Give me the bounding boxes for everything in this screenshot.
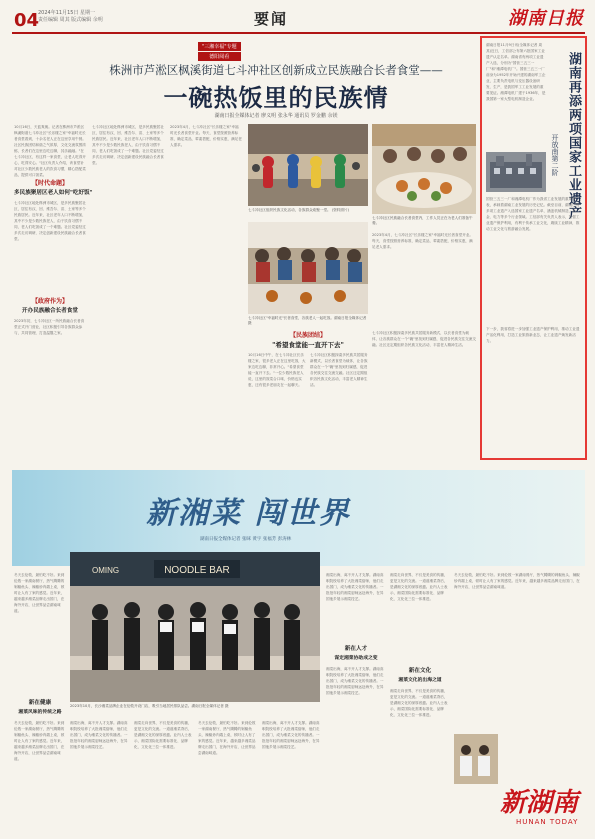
lead-body-col2: 七斗冲社区地处株洲市城区，是多民族聚居社区，居住有汉、回、维吾尔、苗、土家等多个民族居民。近年来，社区老年人口不断增加，其中不少是少数民族老人，由于饮食习惯不同，老人们吃饭成了一个难题。社区党委经过多次走访调研，决定创新建设民族融合长者食堂。 bbox=[92, 125, 164, 165]
section-title: 要闻 bbox=[254, 10, 289, 28]
col1-title: 新在健康 bbox=[28, 700, 52, 706]
photo-meal bbox=[248, 222, 368, 314]
band-body-c2: 湘菜出海，离不开人才支撑。湖南高职院校培养了大批湘菜厨师，他们走出国门，成为湘菜文化的传播者。一批批年轻的湘菜厨师远赴海外，在异国他乡展示湘菜技艺。 bbox=[70, 721, 128, 749]
band-body-c3: 湘菜走向世界，不仅是美食的传播，更是文化的交流。一道道湘菜背后，是湖湘文化的深厚底蕴。业内人士表示，湘菜国际化需要标准化、品牌化、文化化三位一体推进。 bbox=[134, 721, 192, 749]
photo-dance-caption: 七斗冲社区组织民族文化活动，各族群众欢聚一堂。 (资料照片) bbox=[248, 208, 349, 212]
right-body3: 下一步，我省将进一步加强工业遗产保护利用，推动工业遗产活化利用，打造工业旅游新业态，让工业遗产焕发新活力。 bbox=[486, 327, 580, 343]
lead-tags bbox=[198, 42, 241, 62]
paper-logo: 湖南日报 bbox=[508, 8, 584, 29]
footer-logo-en: HUNAN TODAY bbox=[516, 818, 579, 826]
lead-subheadline: 株洲市芦淞区枫溪街道七斗冲社区创新成立民族融合长者食堂—— bbox=[109, 63, 443, 77]
right-headline: 湖南再添两项国家工业遗产 bbox=[566, 52, 581, 220]
lead-body6: 七斗冲社区积极探索多民族共居服务新模式，以长者食堂为载体，让各族群众在一个"碗"里找到归属感，促进各民族交往交流交融。社区还定期组织各民族文化活动，丰富老人精神生活。 bbox=[310, 353, 368, 387]
col2-title: 新在人才 bbox=[344, 646, 368, 652]
sub2-kicker: 【政府作为】 bbox=[31, 298, 68, 305]
noodle-bar-sign: NOODLE BAR bbox=[164, 565, 230, 576]
page-number: 04 bbox=[14, 10, 40, 31]
date-line: 2024年11月15日 星期一 bbox=[38, 10, 96, 16]
sub3-title: "希望食堂能一直开下去" bbox=[272, 341, 344, 349]
band-body-c5: 湘菜出海，离不开人才支撑。湖南高职院校培养了大批湘菜厨师，他们走出国门，成为湘菜文化的传播者。一批批年轻的湘菜厨师远赴海外，在异国他乡展示湘菜技艺。 bbox=[262, 721, 320, 749]
band-r2-body: 湘菜走向世界，不仅是美食的传播，更是文化的交流。一道道湘菜背后，是湖湘文化的深厚底蕴。业内人士表示，湘菜国际化需要标准化、品牌化、文化化三位一体推进。 bbox=[390, 689, 448, 717]
band-left-body: 冬天去伦敦，最怕吃不好。来到伦敦一家湖南餐厅，热气腾腾的剁椒鱼头、辣椒炒肉端上桌，顿时让人有了家的感觉。近年来，越来越多湘菜品牌走出国门，在海外开店，让世界品尝湖南味道。 bbox=[14, 573, 65, 613]
lead-headline: 一碗热饭里的民族情 bbox=[163, 83, 389, 112]
band-r2-top: 湘菜走向世界，不仅是美食的传播，更是文化的交流。一道道湘菜背后，是湖湘文化的深厚底蕴。业内人士表示，湘菜国际化需要标准化、品牌化、文化化三位一体推进。 bbox=[390, 573, 448, 601]
sub2-title: 开办民族融合长者食堂 bbox=[22, 308, 78, 314]
feature-byline: 湖南日报全媒体记者 张咪 黄宇 张福芳 彭涛林 bbox=[200, 537, 292, 542]
sub1-kicker: 【时代命题】 bbox=[31, 180, 68, 187]
feature-photo bbox=[70, 552, 320, 702]
lead-body5: 10月16日中午，在七斗冲社区长乐楼之家，很多老人正在这里吃饭，大家边吃边聊，非常开心。"希望食堂能一直开下去。"一位少数民族老人说，这里的饭菜合口味，价格也实惠，还有很多老朋友在一起聊天。 bbox=[248, 353, 306, 387]
tag-column: 德阳阅看 bbox=[198, 52, 241, 61]
photo-canteen-caption: 七斗冲社区民族融合长者食堂内，工作人员正在为老人们准备午餐。 bbox=[372, 216, 473, 225]
right-photo bbox=[486, 152, 546, 192]
feature-photo-caption: 2023年10月，长沙湘菜品牌企业在伦敦开设门店，吸引当地居民排队品尝。湖南日报全媒体记者 摄 bbox=[70, 704, 229, 708]
lead-body-col5: 2023年4月，七斗冲社区"长乐楼之家"幸福时光长者食堂开业。每天，食堂按照营养标准，确定菜品，荤素搭配，价格实惠，满足老人需求。 bbox=[372, 233, 473, 249]
photo-canteen bbox=[372, 124, 476, 214]
sub1-title: 多民族聚居区老人如何"吃好饭" bbox=[14, 190, 93, 196]
lead-byline: 湖南日报全媒体记者 廖义明 张永华 通讯员 罗金鹏 余镁 bbox=[214, 113, 338, 119]
band-r3-body: 冬天去伦敦，最怕吃不好。来到伦敦一家湖南餐厅，热气腾腾的剁椒鱼头、辣椒炒肉端上桌，顿时让人有了家的感觉。近年来，越来越多湘菜品牌走出国门，在海外开店，让世界品尝湖南味道。 bbox=[454, 573, 580, 589]
col1-subtitle: 湘菜风味的传统之路 bbox=[18, 709, 62, 715]
feature-title: 新湘菜 闯世界 bbox=[146, 496, 351, 531]
lead-body3: 2023年初，七斗冲社区一所民族融合长者食堂正式开门营业，社区积极引导各族群众参与，共同管理，打造温馨之家。 bbox=[14, 319, 85, 335]
footer-logo: 新湖南 bbox=[500, 788, 579, 818]
lead-body-col1: 10月16日，天蓝爽朗。记者在株洲市芦淞区枫溪街道七斗冲社区"长乐楼之家"幸福时光长者食堂看到，十余名老人正在这里享用午餐。社区民族团结和谐之气浓厚，文化交流氛围浓郁，长者们在这里边吃边聊，其乐融融。"在七斗冲社区，有这样一家食堂，让老人吃得开心，吃得安心。"社区负责人介绍，该食堂针对社区少数民族老人的饮食习惯，精心搭配菜品，提供可口饭菜。 bbox=[14, 125, 86, 177]
band-left-body2: 冬天去伦敦，最怕吃不好。来到伦敦一家湖南餐厅，热气腾腾的剁椒鱼头、辣椒炒肉端上桌，顿时让人有了家的感觉。近年来，越来越多湘菜品牌走出国门，在海外开店，让世界品尝湖南味道。 bbox=[14, 721, 65, 761]
lead-body-col3: 2023年4月，七斗冲社区"长乐楼之家"幸福时光长者食堂开业。每天，食堂按照营养标准，确定菜品，荤素搭配，价格实惠，满足老人需求。 bbox=[170, 125, 242, 147]
lead-body2: 七斗冲社区地处株洲市城区，是多民族聚居社区，居住有汉、回、维吾尔、苗、土家等多个民族居民。近年来，社区老年人口不断增加，其中不少是少数民族老人，由于饮食习惯不同，老人们吃饭成了一个难题。社区党委经过多次走访调研，决定创新建设民族融合长者食堂。 bbox=[14, 201, 86, 241]
header-rule bbox=[12, 32, 585, 34]
date-block bbox=[38, 10, 103, 24]
col3-subtitle: 湘菜文化的出海之道 bbox=[398, 677, 442, 683]
band-body-c4: 冬天去伦敦，最怕吃不好。来到伦敦一家湖南餐厅，热气腾腾的剁椒鱼头、辣椒炒肉端上桌，顿时让人有了家的感觉。近年来，越来越多湘菜品牌走出国门，在海外开店，让世界品尝湖南味道。 bbox=[198, 721, 256, 755]
band-r1-top: 湘菜出海，离不开人才支撑。湖南高职院校培养了大批湘菜厨师，他们走出国门，成为湘菜文化的传播者。一批批年轻的湘菜厨师远赴海外，在异国他乡展示湘菜技艺。 bbox=[326, 573, 384, 601]
photo-meal-caption: 七斗冲社区"幸福时光"长者食堂，各族老人一起吃饭。湖南日报全媒体记者 摄 bbox=[248, 316, 367, 325]
photo-dance bbox=[248, 124, 368, 206]
right-body: 湖南日报11月9日讯(全媒体记者 周其)近日，工信部公布第六批国家工业遗产认定名单。湖南省有两项工业遗产入选，分别为"国营三五三一厂"和"湘潭电机厂"。国营三五三一厂前身为1952年开始兴建的湖南军工企业，主要负责电机与变压器设备研发、生产，是我国军工工业发展的重要见证。湘潭电机厂建于1936年，是我国第一家大型电机制造企业。 bbox=[486, 43, 546, 101]
lead-body7: 七斗冲社区积极探索多民族共居服务新模式，以长者食堂为载体，让各族群众在一个"碗"里找到归属感，促进各民族交往交流交融。社区还定期组织各民族文化活动，丰富老人精神生活。 bbox=[372, 331, 476, 347]
band-r1-body: 湘菜出海，离不开人才支撑。湖南高职院校培养了大批湘菜厨师，他们走出国门，成为湘菜文化的传播者。一批批年轻的湘菜厨师远赴海外，在异国他乡展示湘菜技艺。 bbox=[326, 667, 384, 695]
tag-series: "三湘幸福"专题 bbox=[198, 42, 241, 51]
coming-sign: OMING bbox=[92, 566, 120, 575]
col2-subtitle: 谋定湘菜协助成之变 bbox=[334, 655, 378, 661]
right-body2: 国营三五三一厂和湘潭电机厂作为我省工业发展的重要代表，承载着湖南工业发展的历史记忆。截至目前，湖南已有多项工业遗产入选国家工业遗产名单，涵盖机械制造、冶金、电力等多个行业领域。工信部有关负责人表示，加强工业遗产保护利用，有利于传承工业文化，赓续工业精神，推动工业文化与旅游融合发展。 bbox=[486, 197, 580, 231]
band-small-photo bbox=[454, 734, 498, 784]
col3-title: 新在文化 bbox=[408, 668, 432, 674]
page-header bbox=[0, 0, 595, 34]
editor-line: 责任编辑 周其 版式编辑 余明 bbox=[38, 17, 103, 23]
sub3-kicker: 【民族团结】 bbox=[289, 332, 326, 339]
right-subheadline: 开放南第二阶 bbox=[551, 134, 559, 176]
